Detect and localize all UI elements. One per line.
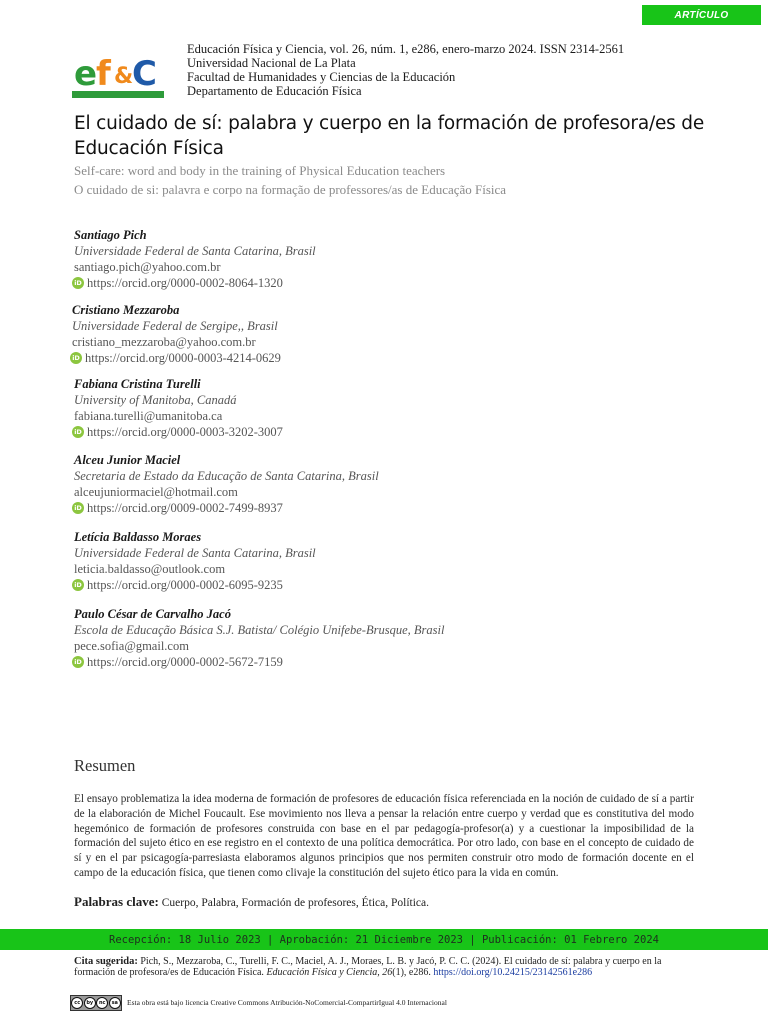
orcid-icon: iD xyxy=(70,352,82,364)
author-institution: Escola de Educação Básica S.J. Batista/ Colégio Unifebe-Brusque, Brasil xyxy=(74,623,445,637)
orcid-icon: iD xyxy=(72,277,84,289)
svg-text:C: C xyxy=(132,54,157,94)
author-block xyxy=(72,302,281,366)
keywords-label: Palabras clave: xyxy=(74,894,159,909)
journal-citation: Educación Física y Ciencia, vol. 26, núm. 1, e286, enero-marzo 2024. ISSN 2314-2561 xyxy=(187,42,625,56)
author-email[interactable]: santiago.pich@yahoo.com.br xyxy=(74,260,221,274)
author-institution: Secretaria de Estado da Educação de Santa Catarina, Brasil xyxy=(74,469,379,483)
abstract-heading: Resumen xyxy=(74,756,136,775)
citation-issue: (1), e286. xyxy=(392,966,434,978)
author-email[interactable]: cristiano_mezzaroba@yahoo.com.br xyxy=(72,335,256,349)
author-orcid-link[interactable]: https://orcid.org/0000-0003-3202-3007 xyxy=(87,425,283,439)
orcid-icon: iD xyxy=(72,426,84,438)
article-type-badge: ARTÍCULO xyxy=(642,5,761,25)
author-name: Santiago Pich xyxy=(74,228,147,242)
author-orcid-link[interactable]: https://orcid.org/0000-0002-8064-1320 xyxy=(87,276,283,290)
suggested-citation xyxy=(74,957,694,978)
university-name: Universidad Nacional de La Plata xyxy=(187,56,356,70)
author-block xyxy=(74,376,283,440)
journal-logo xyxy=(70,43,166,100)
author-block xyxy=(74,529,316,593)
citation-label: Cita sugerida: xyxy=(74,956,138,967)
author-institution: Universidade Federal de Santa Catarina, Brasil xyxy=(74,244,316,258)
keywords-value: Cuerpo, Palabra, Formación de profesores, Ética, Política. xyxy=(158,897,430,909)
article-title-portuguese: O cuidado de si: palavra e corpo na formação de professores/as de Educação Física xyxy=(74,182,507,197)
citation-text: Pich, S., Mezzaroba, C., Turelli, F. C., Maciel, A. J., Moraes, L. B. y Jacó, P. C. C. (2024). El cuidado de sí: palabra y cuerpo en la formación de profesora/es de Educación Física. xyxy=(74,956,662,978)
author-email[interactable]: alceujuniormaciel@hotmail.com xyxy=(74,485,238,499)
author-orcid-link[interactable]: https://orcid.org/0000-0003-4214-0629 xyxy=(85,351,281,365)
citation-doi-link[interactable]: https://doi.org/10.24215/23142561e286 xyxy=(433,966,593,978)
author-block xyxy=(74,227,316,291)
author-block xyxy=(74,606,444,670)
author-institution: University of Manitoba, Canadá xyxy=(74,393,237,407)
author-name: Paulo César de Carvalho Jacó xyxy=(74,607,231,621)
license-text: Esta obra está bajo licencia Creative Commons Atribución-NoComercial-CompartirIgual 4.0 Internacional xyxy=(127,998,447,1007)
article-title-english: Self-care: word and body in the training of Physical Education teachers xyxy=(74,163,446,178)
cc-icon: cc xyxy=(71,997,83,1009)
journal-info xyxy=(187,42,624,98)
citation-journal: Educación Física y Ciencia, 26 xyxy=(266,966,393,978)
keywords xyxy=(74,894,429,910)
orcid-icon: iD xyxy=(72,502,84,514)
svg-text:e: e xyxy=(74,54,98,94)
orcid-icon: iD xyxy=(72,656,84,668)
author-name: Cristiano Mezzaroba xyxy=(72,303,180,317)
author-institution: Universidade Federal de Santa Catarina, Brasil xyxy=(74,546,316,560)
author-name: Fabiana Cristina Turelli xyxy=(74,377,201,391)
faculty-name: Facultad de Humanidades y Ciencias de la Educación xyxy=(187,70,456,84)
author-email[interactable]: leticia.baldasso@outlook.com xyxy=(74,562,226,576)
by-icon: by xyxy=(84,997,96,1009)
author-orcid-link[interactable]: https://orcid.org/0009-0002-7499-8937 xyxy=(87,501,283,515)
sa-icon: sa xyxy=(109,997,121,1009)
publication-dates-bar: Recepción: 18 Julio 2023 | Aprobación: 21 Diciembre 2023 | Publicación: 01 Febrero 2024 xyxy=(0,929,768,950)
abstract-text: El ensayo problematiza la idea moderna de formación de profesores de educación física referenciada en la noción de cuidado de sí a partir de la elaboración de Michel Foucault. Ese movimiento nos lleva a pensar la relación entre cuerpo y verdad que es constitutiva del modo hegemónico de formación de profesores construida con base en el par pedagogía-profesor(a) y a cuestionar la imposibilidad de la formación del sujeto ético en ese registro en el contexto de una política democrática. Por otro lado, con base en el concepto de cuidado de sí y en el par psicagogía-parresiasta elaboramos algunos principios que nos permiten construir otro modo de formación docente en el campo de la educación física, que tienen como clivaje la constitución del sujeto ético para la vida en común. xyxy=(74,793,694,879)
nc-icon: nc xyxy=(96,997,108,1009)
author-email[interactable]: pece.sofia@gmail.com xyxy=(74,639,189,653)
svg-text:&: & xyxy=(114,64,134,89)
orcid-icon: iD xyxy=(72,579,84,591)
creative-commons-badge[interactable] xyxy=(70,995,122,1011)
author-name: Letícia Baldasso Moraes xyxy=(74,530,202,544)
author-email[interactable]: fabiana.turelli@umanitoba.ca xyxy=(74,409,223,423)
author-institution: Universidade Federal de Sergipe,, Brasil xyxy=(72,319,278,333)
author-orcid-link[interactable]: https://orcid.org/0000-0002-6095-9235 xyxy=(87,578,283,592)
author-orcid-link[interactable]: https://orcid.org/0000-0002-5672-7159 xyxy=(87,655,283,669)
svg-text:f: f xyxy=(96,54,111,94)
author-name: Alceu Junior Maciel xyxy=(74,453,181,467)
department-name: Departamento de Educación Física xyxy=(187,84,362,98)
article-title: El cuidado de sí: palabra y cuerpo en la formación de profesora/es de Educación Física xyxy=(74,113,705,159)
author-block xyxy=(74,452,379,516)
